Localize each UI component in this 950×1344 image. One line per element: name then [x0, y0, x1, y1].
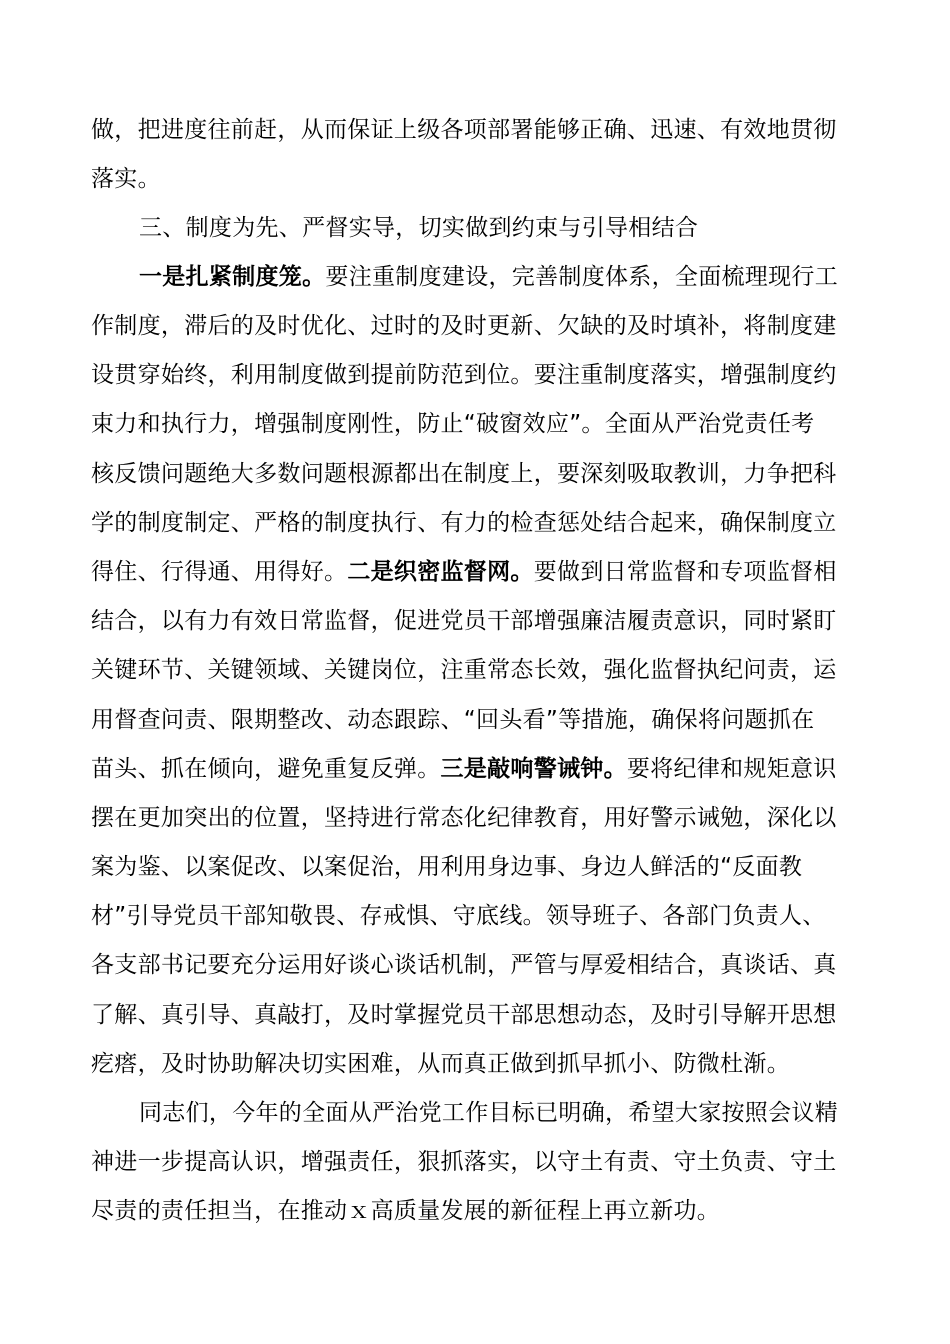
text-run: 核反馈问题绝大多数问题根源都出在制度上，要深刻吸取教训，力争把科 — [91, 461, 837, 487]
text-run: 用督查问责、限期整改、动态跟踪、“回头看”等措施，确保将问题抓在 — [91, 707, 815, 733]
text-run: 尽责的责任担当，在推动ｘ高质量发展的新征程上再立新功。 — [91, 1198, 721, 1224]
text-line — [139, 1089, 838, 1137]
text-line — [91, 646, 837, 694]
text-run: 学的制度制定、严格的制度执行、有力的检查惩处结合起来，确保制度立 — [91, 510, 837, 536]
text-run: 设贯穿始终，利用制度做到提前防范到位。要注重制度落实，增强制度约 — [91, 362, 837, 388]
text-line — [91, 302, 837, 350]
text-run: 得住、行得通、用得好。 — [91, 559, 348, 585]
text-line — [91, 400, 814, 448]
text-run: 要做到日常监督和专项监督相 — [533, 559, 837, 585]
text-run: 关键环节、关键领域、关键岗位，注重常态长效，强化监督执纪问责，运 — [91, 657, 837, 683]
text-run: 材”引导党员干部知敬畏、存戒惧、守底线。领导班子、各部门负责人、 — [91, 903, 826, 929]
text-line — [91, 548, 837, 596]
bold-run: 一是扎紧制度笼。 — [139, 264, 326, 290]
text-line — [91, 106, 837, 154]
text-run: 苗头、抓在倾向，避免重复反弹。 — [91, 756, 441, 782]
text-run: 各支部书记要充分运用好谈心谈话机制，严管与厚爱相结合，真谈话、真 — [91, 952, 837, 978]
text-run: 做，把进度往前赶，从而保证上级各项部署能够正确、迅速、有效地贯彻 — [91, 117, 837, 143]
text-line — [91, 1187, 720, 1235]
text-run: 束力和执行力，增强制度刚性，防止“破窗效应”。全面从严治党责任考 — [91, 411, 815, 437]
text-line — [91, 155, 161, 203]
text-line — [91, 843, 802, 891]
text-line — [91, 597, 837, 645]
text-line — [91, 991, 837, 1039]
text-run: 了解、真引导、真敲打，及时掌握党员干部思想动态，及时引导解开思想 — [91, 1002, 837, 1028]
text-run: 作制度，滞后的及时优化、过时的及时更新、欠缺的及时填补，将制度建 — [91, 313, 837, 339]
text-run: 要将纪律和规矩意识 — [626, 756, 837, 782]
text-line — [91, 794, 837, 842]
text-line — [91, 1138, 837, 1186]
text-run: 摆在更加突出的位置，坚持进行常态化纪律教育，用好警示诫勉，深化以 — [91, 805, 837, 831]
text-line — [91, 1040, 790, 1088]
section-heading — [139, 204, 698, 252]
bold-run: 二是织密监督网。 — [347, 559, 534, 585]
text-run: 同志们，今年的全面从严治党工作目标已明确，希望大家按照会议精 — [139, 1100, 838, 1126]
text-run: 案为鉴、以案促改、以案促治，用利用身边事、身边人鲜活的“反面教 — [91, 854, 803, 880]
text-line — [139, 253, 838, 301]
text-run: 结合，以有力有效日常监督，促进党员干部增强廉洁履责意识，同时紧盯 — [91, 608, 837, 634]
text-line — [91, 351, 837, 399]
text-run: 落实。 — [91, 166, 161, 192]
text-run: 疙瘩，及时协助解决切实困难，从而真正做到抓早抓小、防微杜渐。 — [91, 1051, 790, 1077]
text-line — [91, 941, 837, 989]
text-run: 神进一步提高认识，增强责任，狠抓落实，以守土有责、守土负责、守土 — [91, 1149, 837, 1175]
text-line — [91, 450, 837, 498]
text-line — [91, 745, 837, 793]
bold-run: 三是敲响警诫钟。 — [440, 756, 627, 782]
text-run: 要注重制度建设，完善制度体系，全面梳理现行工 — [325, 264, 839, 290]
text-line — [91, 892, 826, 940]
text-line — [91, 499, 837, 547]
text-run: 三、制度为先、严督实导，切实做到约束与引导相结合 — [139, 215, 699, 241]
text-line — [91, 696, 814, 744]
